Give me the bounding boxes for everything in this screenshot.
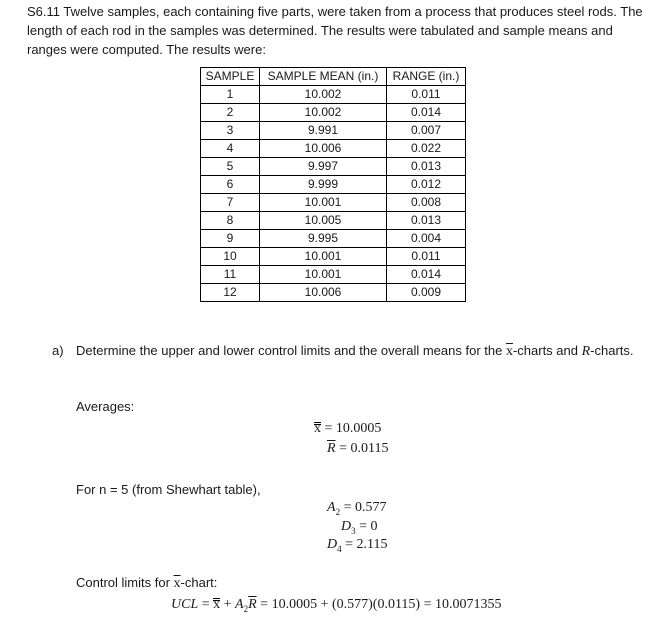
header-range: RANGE (in.) — [387, 68, 466, 86]
control-xbar-symbol: $\overline{x}$ — [173, 576, 181, 591]
xbar-symbol: $\overline{x}$ — [505, 344, 513, 359]
cell-range: 0.004 — [387, 230, 466, 248]
cell-sample: 3 — [201, 122, 260, 140]
table-row — [201, 266, 466, 284]
r-variable: R — [581, 344, 591, 359]
cell-range: 0.012 — [387, 176, 466, 194]
cell-sample: 11 — [201, 266, 260, 284]
table-row — [201, 194, 466, 212]
table-row — [201, 140, 466, 158]
cell-sample-mean: 10.005 — [260, 212, 387, 230]
cell-sample-mean: 10.006 — [260, 284, 387, 302]
cell-range: 0.008 — [387, 194, 466, 212]
cell-sample: 8 — [201, 212, 260, 230]
cell-range: 0.022 — [387, 140, 466, 158]
cell-sample: 6 — [201, 176, 260, 194]
cell-sample-mean: 9.999 — [260, 176, 387, 194]
cell-sample-mean: 9.991 — [260, 122, 387, 140]
cell-sample: 12 — [201, 284, 260, 302]
table-header-row — [201, 68, 466, 86]
table-row — [201, 86, 466, 104]
d4-equation: $D_4 = 2.115$ — [327, 537, 388, 554]
ucl-equation: UCL = $x + A_2\overline{R} = 10.0005 + (0.577)(0.0115) = 10.0071355$ — [171, 597, 502, 614]
cell-range: 0.013 — [387, 158, 466, 176]
sample-table — [200, 67, 466, 302]
cell-range: 0.009 — [387, 284, 466, 302]
cell-sample: 10 — [201, 248, 260, 266]
cell-sample: 2 — [201, 104, 260, 122]
cell-range: 0.014 — [387, 266, 466, 284]
cell-sample-mean: 10.001 — [260, 248, 387, 266]
shewhart-label: For n = 5 (from Shewhart table), — [76, 482, 261, 497]
d3-equation: $D_3 = 0$ — [341, 519, 378, 536]
table-row — [201, 230, 466, 248]
cell-sample-mean: 10.002 — [260, 86, 387, 104]
cell-range: 0.011 — [387, 86, 466, 104]
rbar-symbol: $\overline{R}$ — [327, 441, 336, 456]
cell-range: 0.013 — [387, 212, 466, 230]
averages-label: Averages: — [76, 399, 135, 414]
rbar-value: = 0.0115 — [339, 441, 389, 456]
xbarbar-symbol: x — [314, 421, 321, 436]
table-row — [201, 284, 466, 302]
table-row — [201, 158, 466, 176]
cell-sample: 5 — [201, 158, 260, 176]
table-row — [201, 104, 466, 122]
cell-sample: 9 — [201, 230, 260, 248]
question-text: Determine the upper and lower control limits and the overall means for the $\overline{x}$-charts and R-charts. — [76, 343, 634, 359]
control-limits-label: Control limits for $\overline{x}$-chart: — [76, 575, 218, 591]
cell-sample-mean: 10.001 — [260, 194, 387, 212]
cell-sample-mean: 10.006 — [260, 140, 387, 158]
problem-statement: S6.11 Twelve samples, each containing five parts, were taken from a process that produces steel rods. The length of each rod in the samples was determined. The results were tabulated and sample means and ranges were computed. The results were: — [27, 4, 643, 57]
cell-range: 0.007 — [387, 122, 466, 140]
ucl-xbarbar: x — [213, 597, 221, 612]
table-row — [201, 212, 466, 230]
cell-sample-mean: 10.001 — [260, 266, 387, 284]
table-row — [201, 122, 466, 140]
cell-sample: 4 — [201, 140, 260, 158]
cell-sample: 1 — [201, 86, 260, 104]
cell-sample-mean: 9.995 — [260, 230, 387, 248]
rbar-equation — [327, 441, 388, 457]
cell-sample-mean: 9.997 — [260, 158, 387, 176]
cell-sample: 7 — [201, 194, 260, 212]
header-sample: SAMPLE — [201, 68, 260, 86]
question-letter: a) — [52, 343, 64, 358]
table-row — [201, 176, 466, 194]
header-sample-mean: SAMPLE MEAN (in.) — [260, 68, 387, 86]
xbarbar-equation — [314, 421, 381, 437]
table-row — [201, 248, 466, 266]
a2-equation: $A_2 = 0.577$ — [327, 500, 387, 517]
question-a — [52, 341, 652, 361]
cell-range: 0.011 — [387, 248, 466, 266]
cell-sample-mean: 10.002 — [260, 104, 387, 122]
xbarbar-value: = 10.0005 — [324, 421, 382, 436]
cell-range: 0.014 — [387, 104, 466, 122]
